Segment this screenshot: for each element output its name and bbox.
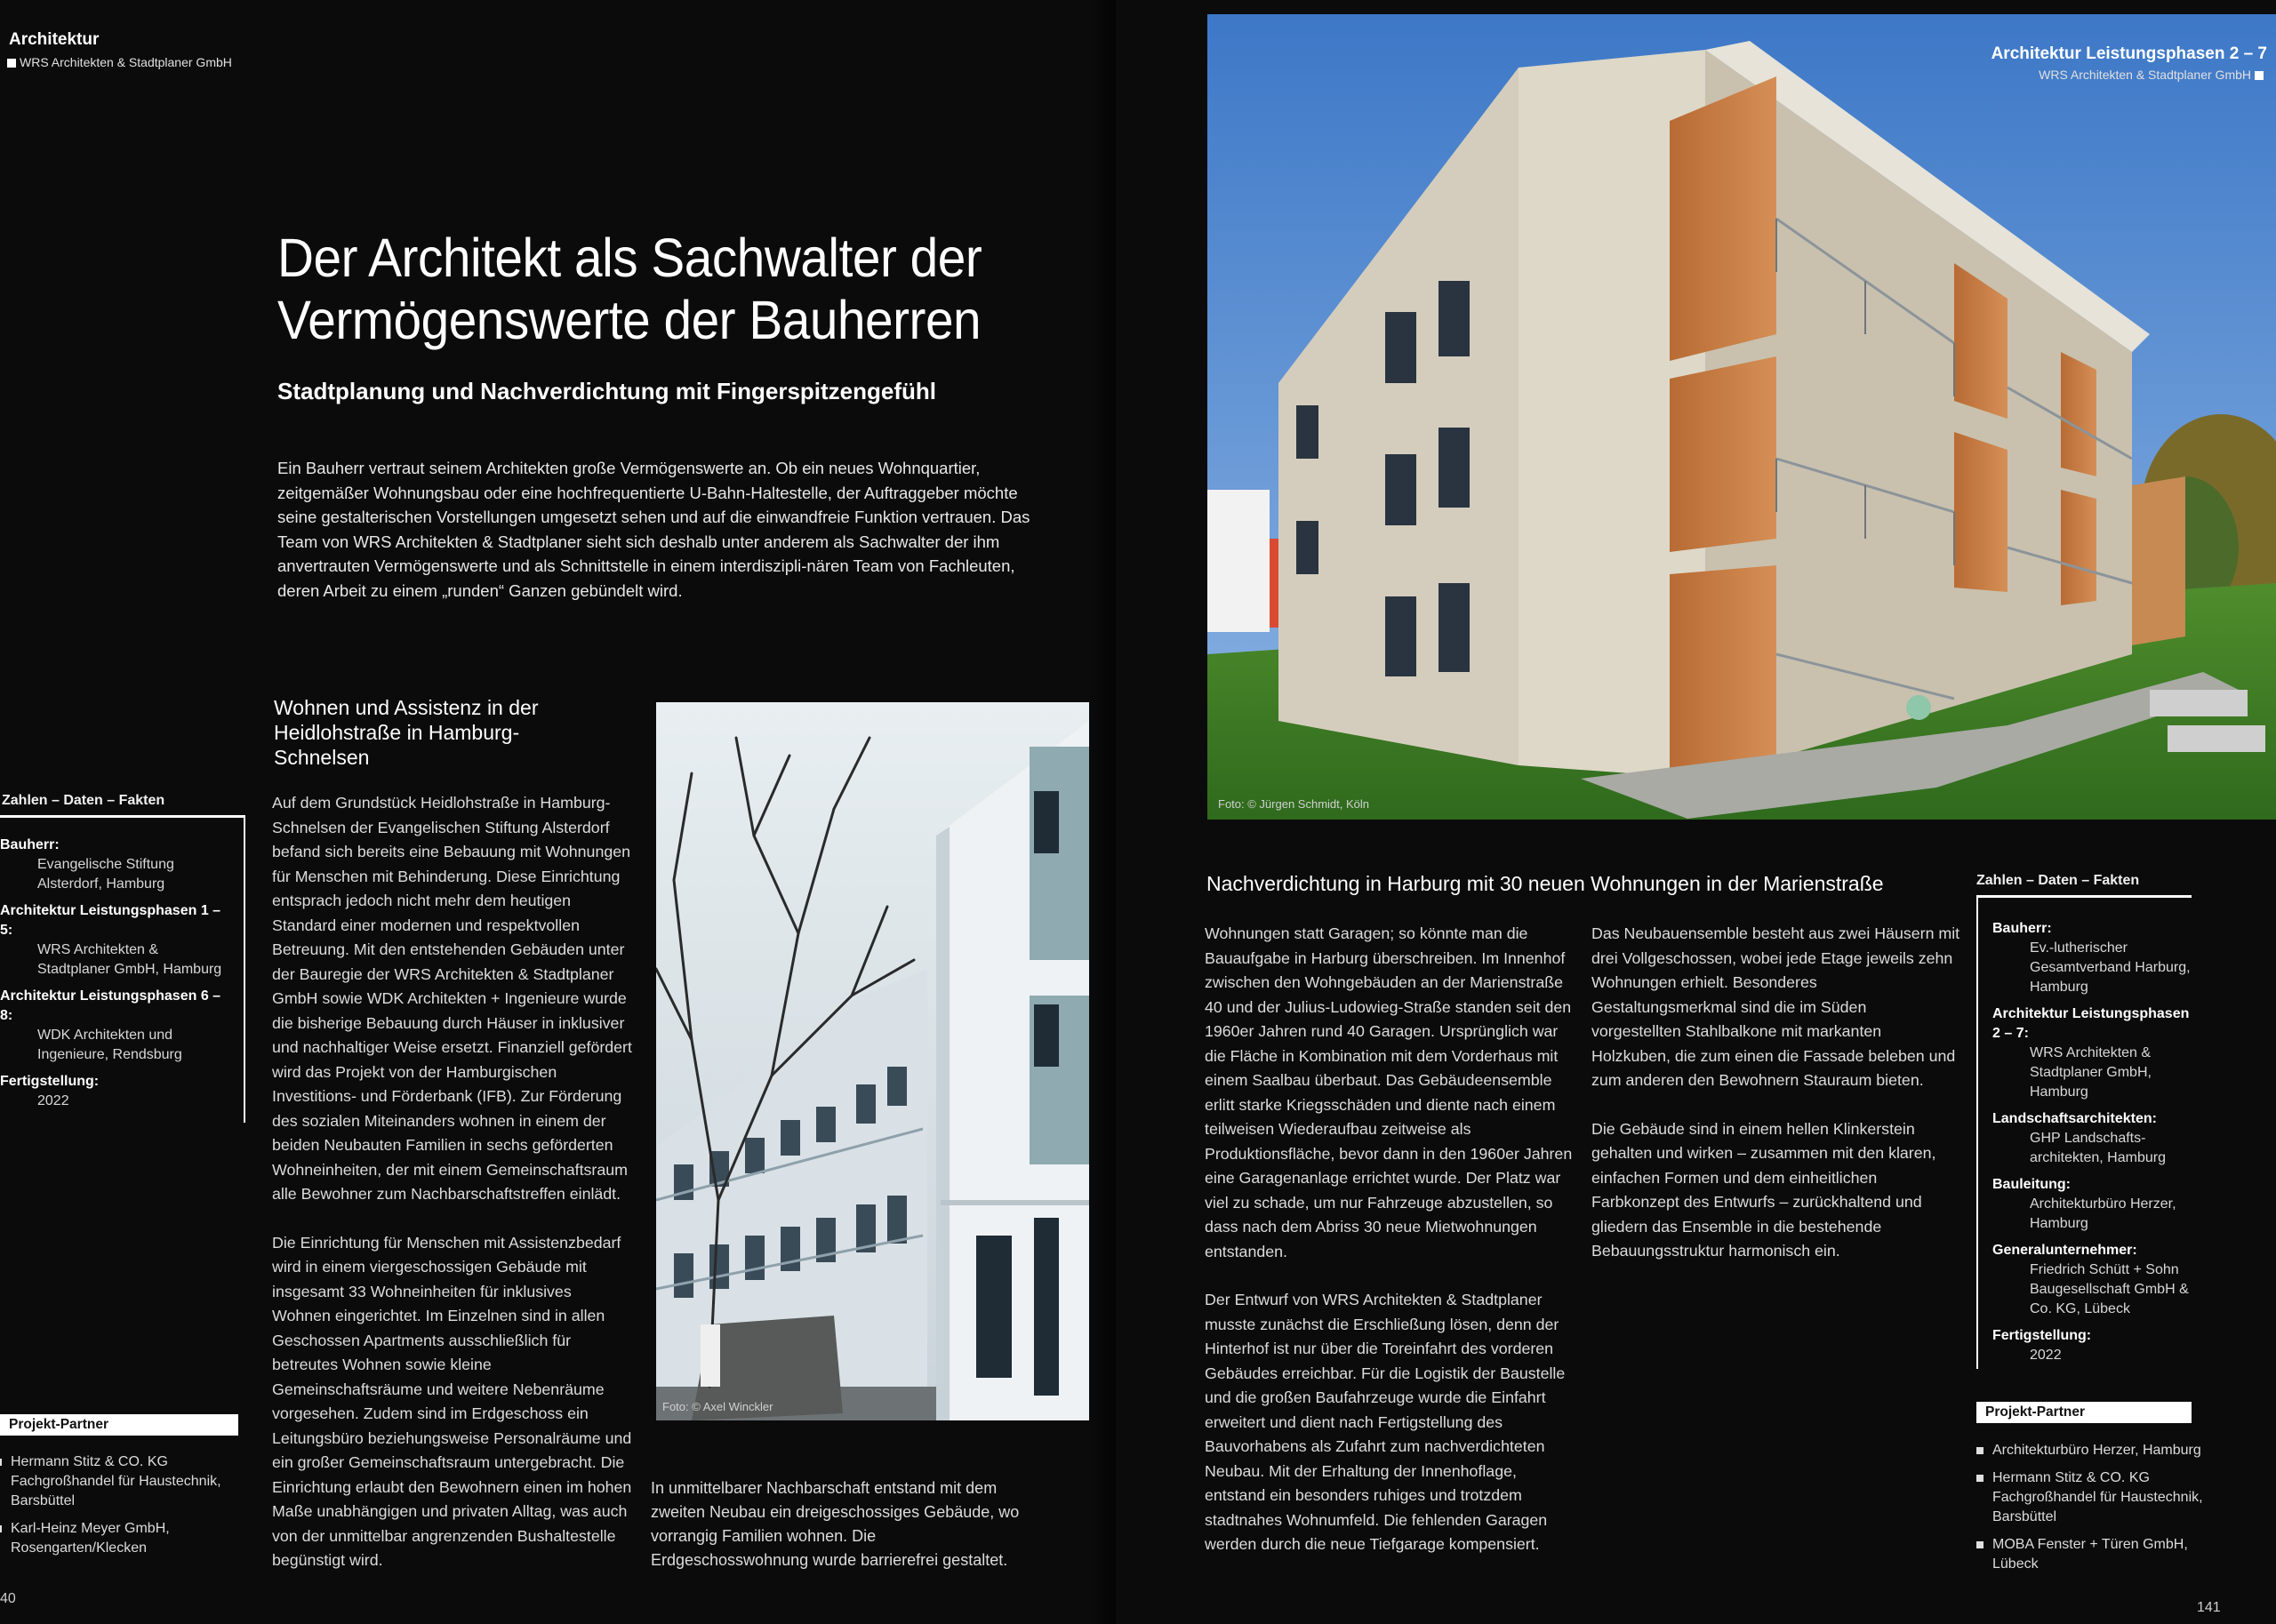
fact-label: Architektur Leistungsphasen 1 – 5: xyxy=(0,903,221,938)
fact-label: Generalunternehmer: xyxy=(1992,1243,2137,1258)
article-heading: Wohnen und Assistenz in der Heidlohstraße in Hamburg-Schnelsen xyxy=(274,696,539,769)
fact-label: Fertigstellung: xyxy=(0,1074,100,1089)
fact-label: Architektur Leistungsphasen 6 – 8: xyxy=(0,988,221,1023)
building-photo-heidlohstrasse xyxy=(656,702,1114,1420)
square-bullet-icon xyxy=(2255,71,2264,80)
fact-item xyxy=(1992,1175,2192,1234)
page-number: 141 xyxy=(2197,1600,2221,1615)
firm-text: WRS Architekten & Stadtplaner GmbH xyxy=(20,55,232,69)
section-label: Architektur Leistungsphasen 2 – 7 xyxy=(1991,44,2267,63)
fact-label: Architektur Leistungsphasen 2 – 7: xyxy=(1992,1006,2190,1041)
fact-label: Landschaftsarchitekten: xyxy=(1992,1111,2157,1126)
building-illustration-harburg xyxy=(1207,14,2276,820)
fact-value: WRS Architekten & Stadtplaner GmbH, Hamburg xyxy=(37,942,222,977)
fact-label: Fertigstellung: xyxy=(1992,1328,2092,1343)
left-page xyxy=(0,0,1116,1624)
partner-item: Hermann Stitz & CO. KG Fachgroßhandel für Haustechnik, Barsbüttel xyxy=(0,1452,235,1511)
page-subtitle: Stadtplanung und Nachverdichtung mit Fingerspitzengefühl xyxy=(277,378,936,404)
article-paragraph: Die Gebäude sind in einem hellen Klinkerstein gehalten und wirken – zusammen mit den klaren, einfachen Formen und dem einheitlichen Farbkonzept des Entwurfs – zurückhaltend und gliedern das Ensemble in die bestehende Bebauungsstruktur harmonisch ein. xyxy=(1591,1119,1936,1260)
intro-text: Ein Bauherr vertraut seinem Architekten große Vermögenswerte an. Ob ein neues Wohnquartier, zeitgemäßer Wohnungsbau oder eine hochfrequentierte U-Bahn-Haltestelle, der Auftraggeber möchte seine gestalterischen Vorstellungen umgesetzt sehen und auf die einwandfreie Funktion vertrauen. Das Team von WRS Architekten & Stadtplaner sieht sich deshalb unter anderem als Sachwalter der ihm anvertrauten Vermögenswerte und als Schnittstelle in einem interdiszipli-nären Team von Fachleuten, deren Arbeit zu einem „runden“ Ganzen gebündelt wird. xyxy=(277,459,1030,600)
partner-title: Projekt-Partner xyxy=(0,1414,238,1436)
photo-caption: In unmittelbarer Nachbarschaft entstand mit dem zweiten Neubau ein dreigeschossiges Gebäude, wo vorrangig Familien wohnen. Die Erdgeschosswohnung wurde barrierefrei gestaltet. xyxy=(651,1479,1020,1569)
firm-label xyxy=(1919,68,2267,82)
fact-item xyxy=(1992,1109,2192,1168)
facts-title: Zahlen – Daten – Fakten xyxy=(1976,873,2140,888)
building-photo-marienstrasse xyxy=(1207,14,2276,820)
firm-label xyxy=(7,55,232,69)
partner-item: Karl-Heinz Meyer GmbH, Rosengarten/Klecken xyxy=(0,1519,235,1558)
fact-value: GHP Landschafts-architekten, Hamburg xyxy=(2030,1131,2166,1165)
article-paragraph: Der Entwurf von WRS Architekten & Stadtplaner musste zunächst die Erschließung lösen, denn der Hinterhof ist nur über die Toreinfahrt des vorderen Gebäudes erreichbar. Für die Logistik der Baustelle und die großen Baufahrzeuge wurde die Einfahrt erweitert und dient nach Fertigstellung des Bauvorhabens als Zufahrt zum nachverdichteten Neubau. Mit der Erhaltung der Innenhoflage, entstand ein besonders ruhiges und trotzdem stadtnahes Wohnumfeld. Die fehlenden Garagen werden durch die neue Tiefgarage kompensiert. xyxy=(1205,1291,1566,1553)
article-paragraph: Die Einrichtung für Menschen mit Assistenzbedarf wird in einem viergeschossigen Gebäude mit insgesamt 33 Wohneinheiten für inklusives Wohnen eingerichtet. Im Einzelnen sind in allen Geschossen Apartments ausschließlich für betreutes Wohnen sowie kleine Gemeinschaftsräume und weitere Nebenräume vorgesehen. Zudem sind im Erdgeschoss ein Leitungsbüro beziehungsweise Personalräume und ein großer Gemeinschaftsraum untergebracht. Die Einrichtung erlaubt den Bewohnern einen im hohen Maße unabhängigen und privaten Alltag, was auch von der unmittelbar angrenzenden Bushaltestelle begünstigt wird. xyxy=(272,1233,632,1569)
partner-title: Projekt-Partner xyxy=(1976,1402,2192,1423)
partner-item: Hermann Stitz & CO. KG Fachgroßhandel für Haustechnik, Barsbüttel xyxy=(1976,1468,2208,1527)
partner-list xyxy=(1976,1441,2208,1582)
title-line-1: Der Architekt als Sachwalter der xyxy=(277,228,982,288)
fact-item xyxy=(0,987,235,1065)
fact-value: Architekturbüro Herzer, Hamburg xyxy=(2030,1196,2176,1231)
photo-credit: Foto: © Axel Winckler xyxy=(662,1400,773,1413)
fact-value: Evangelische Stiftung Alsterdorf, Hamburg xyxy=(37,857,174,892)
article-body-col1 xyxy=(1205,922,1574,1581)
facts-box xyxy=(1976,895,2192,1369)
article-paragraph: Das Neubauensemble besteht aus zwei Häusern mit drei Vollgeschossen, wobei jede Etage jeweils zehn Wohnungen erhielt. Besonderes Gestaltungsmerkmal sind die im Süden vorgestellten Stahlbalkone mit markanten Holzkuben, die zum einen die Fassade beleben und zum anderen den Bewohnern Stauraum bieten. xyxy=(1591,924,1960,1089)
article-heading: Nachverdichtung in Harburg mit 30 neuen Wohnungen in der Marienstraße xyxy=(1206,872,1884,895)
partner-list xyxy=(0,1452,235,1566)
partner-item: MOBA Fenster + Türen GmbH, Lübeck xyxy=(1976,1535,2208,1574)
title-line-2: Vermögenswerte der Bauherren xyxy=(277,290,982,350)
fact-value: Friedrich Schütt + Sohn Baugesellschaft GmbH & Co. KG, Lübeck xyxy=(2030,1262,2189,1316)
partner-item: Architekturbüro Herzer, Hamburg xyxy=(1976,1441,2208,1460)
fact-item xyxy=(0,1072,235,1111)
fact-value: Ev.-lutherischer Gesamtverband Harburg, Hamburg xyxy=(2030,940,2191,995)
section-label: Architektur xyxy=(9,30,100,49)
fact-item xyxy=(1992,1241,2192,1319)
fact-item xyxy=(0,901,235,980)
facts-title: Zahlen – Daten – Fakten xyxy=(2,793,165,808)
fact-item xyxy=(0,836,235,894)
right-page xyxy=(1116,0,2276,1624)
fact-value: 2022 xyxy=(37,1093,69,1108)
article-body-col2 xyxy=(1591,922,1960,1288)
article-paragraph: Auf dem Grundstück Heidlohstraße in Hamburg-Schnelsen der Evangelischen Stiftung Alsterdorf befand sich bereits eine Bebauung mit Wohnungen für Menschen mit Behinderung. Diese Einrichtung entsprach jedoch nicht mehr dem heutigen Standard einer modernen und respektvollen Betreuung. Mit den entstehenden Gebäuden unter der Bauregie der WRS Architekten & Stadtplaner GmbH sowie WDK Architekten + Ingenieure wurde die bisherige Bebauung durch Häuser in inklusiver und nachhaltiger Weise ersetzt. Finanziell gefördert wird das Projekt von der Hamburgischen Investitions- und Förderbank (IFB). Zur Förderung des sozialen Miteinanders wohnen in einem der beiden Neubauten Familien in sechs geförderten Wohneinheiten, der mit einem Gemeinschaftsraum alle Bewohner zum Nachbarschaftstreffen einlädt. xyxy=(272,794,632,1203)
fact-value: WDK Architekten und Ingenieure, Rendsburg xyxy=(37,1028,182,1062)
building-illustration xyxy=(656,702,1114,1420)
page-title xyxy=(277,227,1022,351)
article-body xyxy=(272,791,632,1597)
fact-item xyxy=(1992,1326,2192,1365)
facts-box xyxy=(0,815,245,1123)
firm-text: WRS Architekten & Stadtplaner GmbH xyxy=(2039,68,2251,82)
square-bullet-icon xyxy=(7,59,16,68)
photo-credit: Foto: © Jürgen Schmidt, Köln xyxy=(1218,797,1369,811)
fact-value: WRS Architekten & Stadtplaner GmbH, Hamburg xyxy=(2030,1045,2152,1100)
fact-item xyxy=(1992,1004,2192,1102)
fact-label: Bauherr: xyxy=(0,837,60,852)
page-number: 40 xyxy=(0,1591,16,1606)
fact-label: Bauleitung: xyxy=(1992,1177,2071,1192)
fact-label: Bauherr: xyxy=(1992,921,2052,936)
fact-value: 2022 xyxy=(2030,1348,2062,1363)
fact-item xyxy=(1992,919,2192,997)
article-paragraph: Wohnungen statt Garagen; so könnte man die Bauaufgabe in Harburg überschreiben. Im Innenhof zwischen den Wohngebäuden an der Marienstraße 40 und der Julius-Ludowieg-Straße standen seit den 1960er Jahren rund 40 Garagen. Ursprünglich war die Fläche in Kombination mit dem Vorderhaus mit einem Saalbau überbaut. Das Gebäudeensemble erlitt starke Kriegsschäden und diente nach einem teilweisen Wiederaufbau zeitweise als Produktionsfläche, bevor dann in den 1960er Jahren eine Garagenanlage errichtet wurde. Der Platz war viel zu schade, um nur Fahrzeuge abzustellen, so dass nach dem Abriss 30 neue Mietwohnungen entstanden. xyxy=(1205,924,1573,1260)
